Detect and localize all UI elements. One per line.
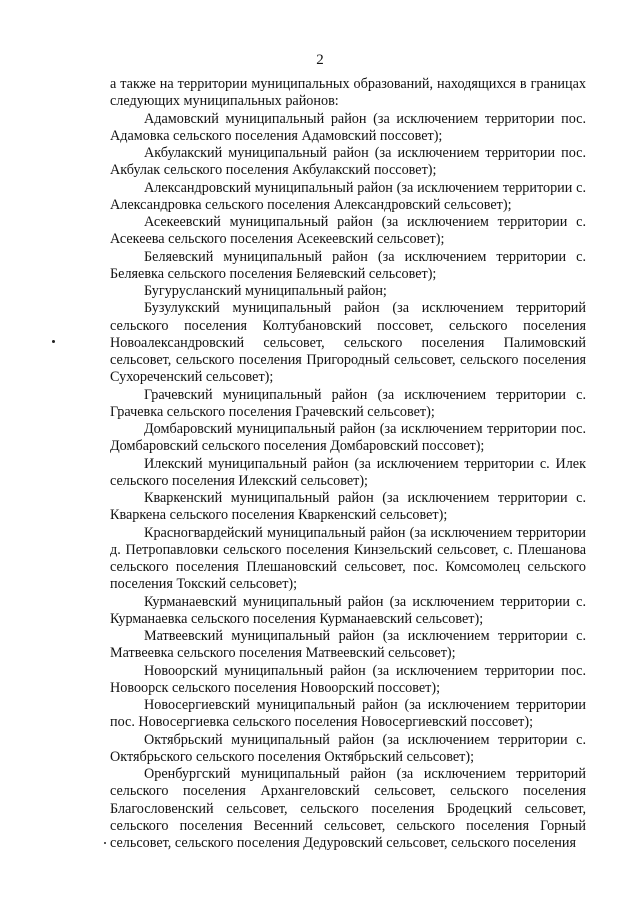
district-belyaevsky: Беляевский муниципальный район (за исключением территории с. Беляевка сельского поселения Беляевский сельсовет); [110,248,586,282]
district-matveevsky: Матвеевский муниципальный район (за исключением территории с. Матвеевка сельского поселения Матвеевский сельсовет); [110,628,586,662]
document-body [110,76,586,852]
district-buguruslansky: Бугурусланский муниципальный район; [144,283,387,299]
district-buzuluksky: Бузулукский муниципальный район (за исключением территорий сельского поселения Колтубановский поссовет, сельского поселения Новоалександровский сельсовет, сельского поселения Палимовский сельсовет, сельского поселения Пригородный сельсовет, сельского поселения Сухореченский сельсовет); [110,300,586,386]
district-novoorsky: Новоорский муниципальный район (за исключением территории пос. Новоорск сельского поселения Новоорский поссовет); [110,662,586,696]
district-grachevsky: Грачевский муниципальный район (за исключением территории с. Грачевка сельского поселения Грачевский сельсовет); [110,386,586,420]
district-akbulaksky: Акбулакский муниципальный район (за исключением территории пос. Акбулак сельского поселения Акбулакский поссовет); [110,145,586,179]
district-ileksky: Илекский муниципальный район (за исключением территории с. Илек сельского поселения Илекский сельсовет); [110,455,586,489]
scan-speck [104,842,106,844]
district-adamovsky: Адамовский муниципальный район (за исключением территории пос. Адамовка сельского поселения Адамовский поссовет); [110,110,586,144]
district-kurmanaevsky: Курманаевский муниципальный район (за исключением территории с. Курманаевка сельского поселения Курманаевский сельсовет); [110,593,586,627]
district-aleksandrovsky: Александровский муниципальный район (за исключением территории с. Александровка сельского поселения Александровский сельсовет); [110,179,586,213]
district-asekeevsky: Асекеевский муниципальный район (за исключением территории с. Асекеева сельского поселения Асекеевский сельсовет); [110,214,586,248]
intro-paragraph: а также на территории муниципальных образований, находящихся в границах следующих муниципальных районов: [110,76,586,110]
district-krasnogvardeysky: Красногвардейский муниципальный район (за исключением территории д. Петропавловки сельского поселения Кинзельский сельсовет, с. Плешанова сельского поселения Плешановский сельсовет, пос. Комсомолец сельского поселения Токский сельсовет); [110,524,586,593]
district-novosergievsky: Новосергиевский муниципальный район (за исключением территории пос. Новосергиевка сельского поселения Новосергиевский поссовет); [110,697,586,731]
district-kvarkensky: Кваркенский муниципальный район (за исключением территории с. Кваркена сельского поселения Кваркенский сельсовет); [110,490,586,524]
district-orenburgsky: Оренбургский муниципальный район (за исключением территорий сельского поселения Архангеловский сельсовет, сельского поселения Благословенский сельсовет, сельского поселения Бродецкий сельсовет, сельского поселения Весенний сельсовет, сельского поселения Горный сельсовет, сельского поселения Дедуровский сельсовет, сельского поселения [110,766,586,851]
page-number: 2 [316,52,324,68]
scan-speck [52,340,55,343]
district-dombarovsky: Домбаровский муниципальный район (за исключением территории пос. Домбаровский сельского поселения Домбаровский поссовет); [110,421,586,455]
district-oktyabrsky: Октябрьский муниципальный район (за исключением территории с. Октябрьского сельского поселения Октябрьский сельсовет); [110,731,586,765]
